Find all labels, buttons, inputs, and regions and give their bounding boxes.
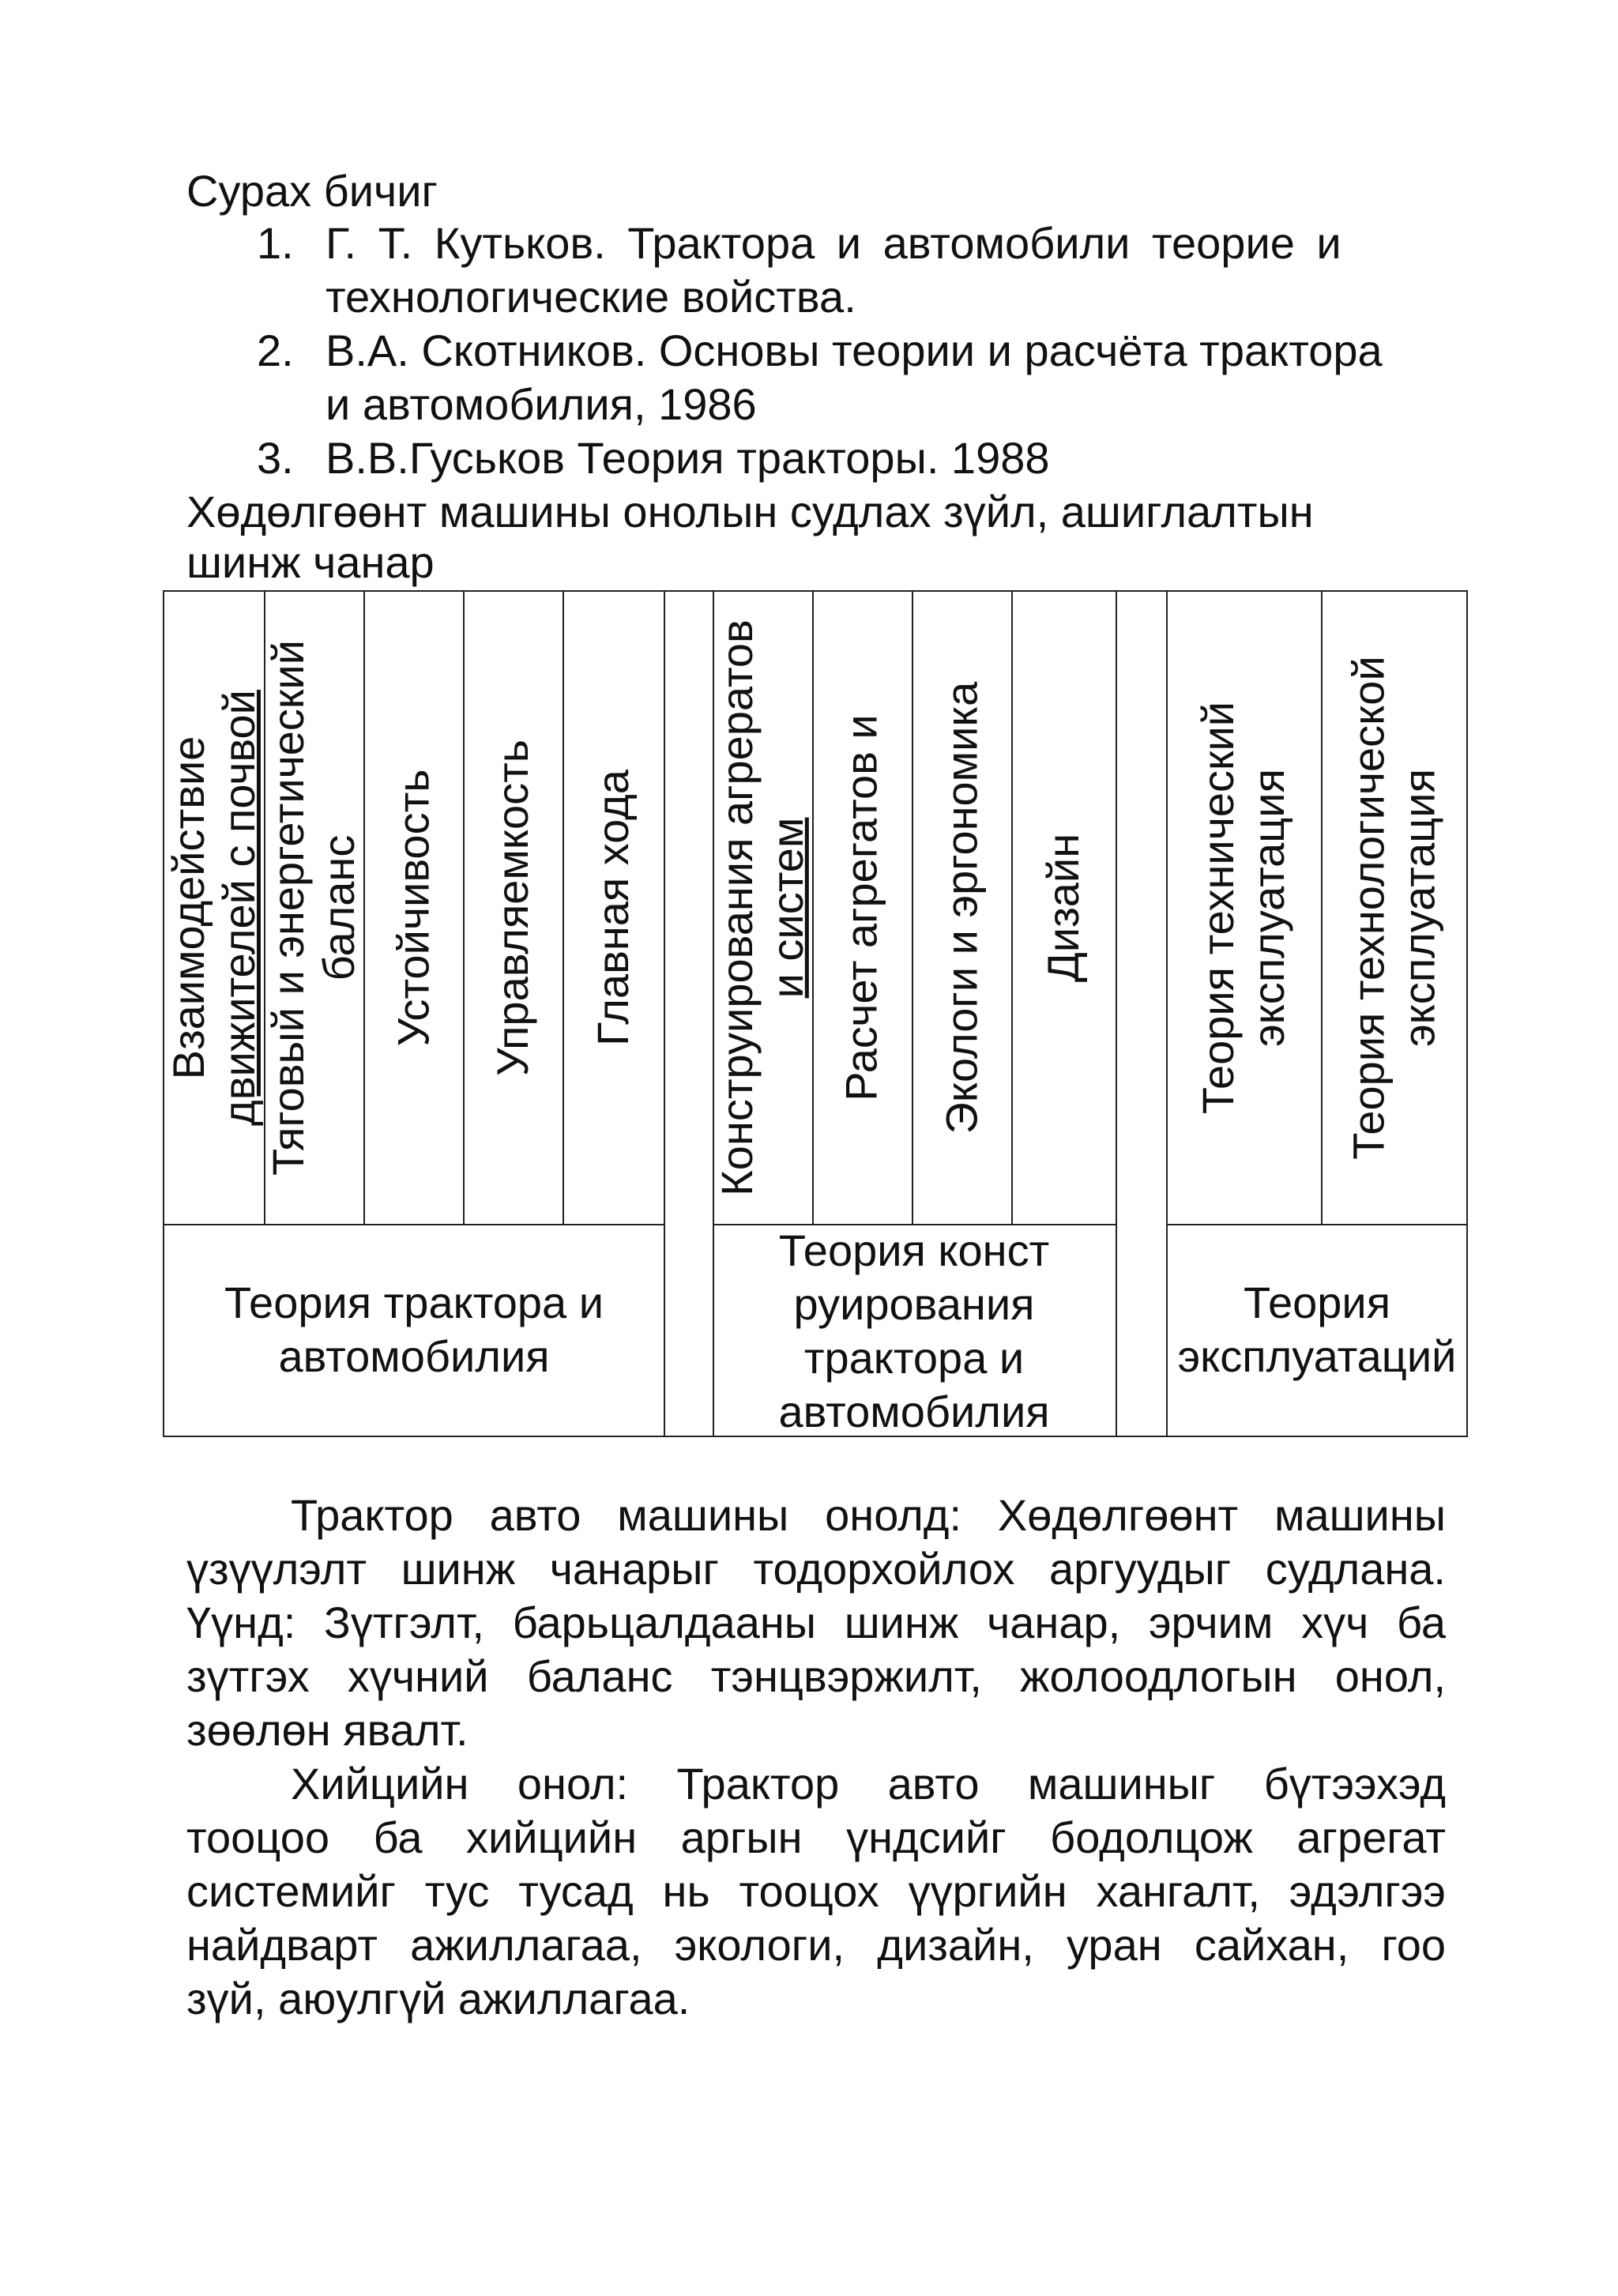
paragraph-line: системийг тус тусад нь тооцох үүргийн хангалт, эдэлгээ [186,1866,1446,1916]
paragraph-line: үзүүлэлт шинж чанарыг тодорхойлох аргуудыг судлана. [186,1544,1446,1594]
reference-text: В.В.Гуськов Теория тракторы. 1988 [325,433,1050,483]
reference-number: 1. [257,218,294,268]
paragraph-line: зүтгэх хүчний баланс тэнцвэржилт, жолоодлогын онол, [186,1651,1446,1701]
paragraph-line: зүй, аюулгүй ажиллагаа. [186,1974,690,2023]
paragraph-line: Хийцийн онол: Трактор авто машиныг бүтээхэд [291,1759,1446,1809]
section-title-line: шинж чанар [186,537,435,587]
column-header-stability: Устойчивость [388,769,438,1047]
column-header-technical-operation: Теория технический эксплуатация [1193,701,1293,1115]
column-header-controllability: Управляемкость [487,740,538,1076]
group-title-operation: Теория эксплуатаций [1177,1278,1457,1381]
paragraph-line: найдварт ажиллагаа, экологи, дизайн, уран сайхан, гоо [186,1920,1446,1970]
reference-number: 3. [257,433,294,483]
section-title-line: Хөдөлгөөнт машины онолын судлах зүйл, ашиглалтын [186,487,1314,536]
reference-text: и автомобилия, 1986 [325,379,757,429]
heading: Сурах бичиг [186,166,438,216]
paragraph-line: Трактор авто машины онолд: Хөдөлгөөнт машины [291,1490,1446,1540]
column-header-traction-balance: Тяговый и энергетический баланс [263,640,363,1176]
reference-text: В.А. Скотников. Основы теории и расчёта трактора [325,326,1383,375]
classification-table [163,590,1468,1437]
column-header-ecology: Экологи и эргономика [936,681,987,1135]
reference-number: 2. [257,326,294,375]
group-title-theory: Теория трактора и автомобилия [224,1278,604,1381]
group-title-construction: Теория конст руирования трактора и автомобилия [778,1225,1050,1436]
paragraph-line: Үүнд: Зүтгэлт, барьцалдааны шинж чанар, эрчим хүч ба [186,1598,1446,1647]
column-header-construction: Конструирования агрератов и систем [712,619,812,1196]
paragraph-line: тооцоо ба хийцийн аргын үндсийг бодолцож агрегат [186,1812,1446,1862]
column-header-interaction: Взаимодействие движителей с почвой [164,690,264,1126]
reference-text: Г. Т. Кутьков. Трактора и автомобили теорие и [325,218,1341,268]
column-header-calculation: Расчет агрегатов и [837,714,886,1101]
column-header-technological-operation: Теория технологической эксплуатация [1344,656,1444,1160]
column-header-design: Дизайн [1038,833,1089,983]
paragraph-line: зөөлөн явалт. [186,1705,468,1755]
reference-text: технологические войства. [325,272,856,322]
column-header-main-run: Главная хода [588,770,638,1046]
